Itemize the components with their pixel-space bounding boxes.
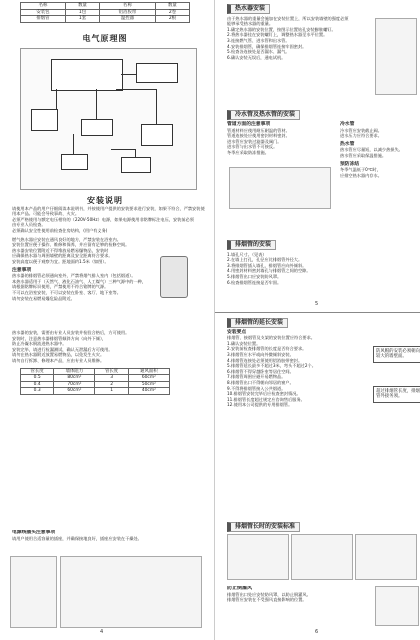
exhaust-ext-line: 1.确认安装位置。 [227,340,261,346]
install-line: 必须严格使用与额定电压相符的（220V-50Hz）电源，如果电源使用非铭牌标注电压，安装前必须 [12,216,194,222]
exhaust-lines [215,252,420,286]
exhaust-line: 1.墙孔尺寸。（见表） [227,251,267,257]
vent-table-cell: 0.3 [21,388,54,395]
cold-pipe-line: 进水压力应符合要求。 [340,133,382,139]
exhaust-line: 6.检查排烟管连接是否牢固。 [227,279,282,285]
install-line: 由专业人员检查。 [12,222,46,228]
freeze-lines [340,167,420,178]
plug-illustration [60,556,202,628]
heater-illustration [160,256,188,298]
install-more-line: 安装时，注意热水器排烟管倾斜方向（向外下倾）， [12,335,107,341]
pipe-note-line: 管道材料应使用耐压耐温的管材。 [227,127,290,133]
install-more-line: 请勿在热水器附近放置易燃物品，以免发生火灾。 [12,352,105,358]
install-line: 用本产品。可能会导致事故、火灾。 [12,211,80,217]
parts-table-cell: 2卷 [155,9,189,16]
pipe-note-line: 冬季应采取防冻措施。 [227,149,269,155]
wire [135,149,136,157]
water-pipe-title: 冷水管及热水管的安装 [227,110,300,120]
cold-pipe-line: 冷水管应安装截止阀。 [340,127,382,133]
exhaust-ext-line: 8.排烟管出口不得朝向邻居的窗户。 [227,379,294,385]
exhaust-ext-line: 5.排烟管延长最多不超过3米，弯头不超过2个。 [227,363,316,369]
vent-table-row [21,388,170,395]
vent-table-cell: 0.4 [21,381,54,388]
exhaust-ext-line: 2.安装前检查排烟管的长度是否符合要求。 [227,346,307,352]
exhaust-ext-line: 4.排烟管连接处必须使用铝箔胶带密封。 [227,357,303,363]
vent-table-cell: 60cm² [128,375,169,382]
vent-table-cell: 3 [95,375,128,382]
exhaust-ext-line: 6.排烟管不得穿越卧室等居住空间。 [227,368,294,374]
parts-table-header: 名称 [100,3,156,10]
install-lines [0,206,210,234]
socket-illustration [10,556,57,628]
exhaust-line: 5.排烟管出口应安装防风罩。 [227,273,282,279]
vent-table-cell: 70cm² [54,381,95,388]
cold-pipe-title: 冷水管 [340,122,355,127]
install-more-line: 防止冷凝水倒流进热水器中。 [12,341,67,347]
exhaust-ext-title: 排烟管的延长安装 [227,318,288,328]
exhaust-line: 3.将排烟管插入墙孔，排烟管应向外倾斜。 [227,262,307,268]
wall-mount-illustration [375,18,417,95]
pipe-illustration [229,167,331,209]
page-divider [215,312,420,313]
page-number-right-bottom: 6 [315,629,319,635]
exhaust-ext-line: 11.排烟管长度超过规定应咨询售后服务。 [227,396,305,402]
safety-line: 请根据铭牌标识使用，严禁使用不符合铭牌的气源。 [12,284,109,290]
exhaust-diagram-3 [355,534,417,580]
page-number-right: 5 [315,301,319,307]
safety-line: 请勿安装在易燃易爆危险品附近。 [12,295,75,301]
cold-pipe-lines [340,128,420,139]
safety-line: 热水器的排烟管必须通向室外，严禁将烟气排入室内（包括烟道）。 [12,273,136,279]
install-item: 应确保热水器与周围墙壁的距离及安全距离符合要求。 [12,253,113,259]
install-line: 请使用本产品的用户仔细阅读本说明书，并按使用户提供的安装要求进行安装，如果不符合，严禁安装使 [12,205,205,211]
parts-table-cell: 安装包 [21,9,66,16]
flow-sensor [61,154,88,170]
hot-pipe-line: 热水管应采取保温措施。 [340,152,387,158]
heater-install-line: 6.确认安装无误后，通电试机。 [227,54,286,60]
pipe-notes-title: 管道方面的注意事项 [227,122,271,127]
wiring-title: 电气原理图 [82,34,128,43]
vent-table-row [21,375,170,382]
display-module [136,63,178,83]
parts-section [0,2,210,32]
anti-wind-section [215,586,420,630]
hot-pipe-title: 热水管 [340,141,355,147]
heater-install-line: 2.将热水器挂在安装螺钉上，调整热水器至水平位置。 [227,32,328,38]
parts-table-cell: 1套 [65,16,99,23]
heater-install-line: 4.安装排烟管，确保排烟管连接牢固密封。 [227,43,307,49]
heater-install-line: 由于热水器的重量会施加在安装位置上，所以安装墙壁的强度必须 [227,15,349,21]
length-note: 超过排烟管长度，排烟管外接务须。 [373,386,420,403]
exhaust-ext-sub: 安装要点 [227,329,247,335]
install-more-section [0,330,210,480]
fan-motor [31,109,58,131]
freeze-title: 预防冻结 [340,161,360,167]
freeze-line: 冬季气温低于0℃时， [340,167,381,173]
vent-table-cell: 50cm² [128,381,169,388]
install-more-line: 安装完毕，请进行检漏测试，确认无泄漏后方可使用。 [12,346,113,352]
wire [56,89,57,109]
parts-table-cell: 铝箔胶带 [100,9,156,16]
control-board [51,59,123,91]
wind-cap-illustration [375,586,419,626]
wire [156,89,157,124]
exhaust-ext-line: 3.排烟管应水平或向外微倾斜安装。 [227,351,294,357]
wiring-diagram [20,48,197,190]
install-more [0,330,210,364]
exhaust-title: 排烟管的安装 [227,240,276,250]
vent-table-cell: 1 [95,388,128,395]
vent-table-cell: 80cm² [54,375,95,382]
wind-cap-note: 防风帽的安装必须朝向较大的墙壁面。 [373,346,420,363]
elec-section [0,530,210,550]
install-item: 热水器安装位置附近不得堆放易燃易爆物品，安装时 [12,247,109,253]
install-item: 燃气热水器应安装在通风良好的地方，严禁安装在浴室内。 [12,236,121,242]
vent-table-header: 管长度 [95,368,128,375]
parts-table-cell: 温控器 [100,16,156,23]
exhaust-ext-line: 10.排烟管安装完毕后应检查密封情况。 [227,391,301,397]
exhaust-ext-lines [215,335,365,408]
exhaust-long-section [215,520,420,580]
pipe-note-line: 进水管应安装过滤器及阀门。 [227,138,282,144]
vent-table-cell: 0.5 [21,375,54,382]
heater-install-title: 热水器安装 [227,4,270,14]
anti-wind-line: 排烟管应安装在不受强风直接影响的位置。 [227,597,307,603]
wire [121,74,136,75]
parts-table [20,2,190,23]
hot-pipe-line: 热水管应尽量短，以减少热损失。 [340,147,403,153]
parts-table-cell: 排烟管 [21,16,66,23]
install-title: 安装说明 [87,196,123,205]
heater-install-line: 1.确定热水器的安装位置，按图示位置钻孔安装膨胀螺钉。 [227,26,336,32]
exhaust-ext-line: 9.不得将排烟管接入公共烟道。 [227,385,286,391]
parts-table-header: 数量 [65,3,99,10]
parts-table-row [21,16,190,23]
vent-table-header: 墙体阻力 [54,368,95,375]
parts-table-cell: 1包 [65,9,99,16]
parts-table-cell: 2根 [155,16,189,23]
vent-table [20,368,170,395]
exhaust-diagram-2 [291,534,353,580]
pipe-note-line: 进水管与出水管不可接反。 [227,144,278,150]
vent-table-cell: 2 [95,381,128,388]
parts-table-header: 名称 [21,3,66,10]
exhaust-line: 4.用密封材料密封墙孔与排烟管之间的空隙。 [227,268,311,274]
freeze-line: 应排空热水器内存水。 [340,172,382,178]
exhaust-ext-line: 排烟管、接烟管及支架的安装位置应符合要求。 [227,335,315,341]
anti-wind-line: 排烟管出口处应安装防风罩，以防止倒灌风。 [227,591,311,597]
exhaust-long-title: 排烟管长时的安装标准 [227,522,300,532]
exhaust-line: 2.在墙上打孔，孔径应比排烟管外径大。 [227,257,303,263]
exhaust-ext-section [215,316,420,516]
elec-text: 请用户使用合适容量的插座，并确保接地良好，插座应安装在干燥处。 [12,535,142,541]
wire [73,134,74,154]
water-pipe-section [215,108,420,248]
parts-table-row [21,9,190,16]
heater-install-line: 5.检查各连接处是否漏水、漏气。 [227,49,290,55]
install-line: 必须确认安全性使用前检查住房结构，(用户有义务) [12,227,108,233]
safety-line: 本热水器适用于（天然气、液化石油气、人工煤气）三种气源中的一种， [12,278,147,284]
elec-title: 电源线插头注意事项 [12,530,56,535]
exhaust-ext-line: 7.排烟管周围应避开易燃物品。 [227,374,286,380]
wiring-section [0,34,210,194]
gas-valve [81,119,113,136]
page-number-left: 4 [100,629,104,635]
ignitor [141,124,173,146]
vent-table-cell: 40cm² [128,388,169,395]
pipe-note-line: 管道连接处应使用密封材料密封。 [227,133,290,139]
wire [96,89,97,119]
vent-table-cell: 60cm² [54,388,95,395]
parts-table-header: 数量 [155,3,189,10]
install-item: 安装高度以便于观察为宜。距地面约1.5米（如图）。 [12,258,109,264]
pipe-notes-lines [215,128,335,156]
exhaust-diagram-1 [227,534,289,580]
heater-install-line: 3.连接燃气管、进水管和出水管。 [227,37,290,43]
heater-install-lines [215,16,365,61]
right-page [214,0,420,640]
anti-wind-lines [215,592,365,603]
wire [116,89,156,90]
vent-table-header: 管长度 [21,368,54,375]
heater-install-section [215,2,420,98]
install-item: 安装位置应便于操作、维修和保养，并应留有足够的检修空间。 [12,242,130,248]
safety-title: 注意事项 [12,267,32,273]
heater-install-line: 能够承受热水器的重量。 [227,21,274,27]
safety-line: 不可以在浴室安装，不可以安装在卧室、客厅、地下室等。 [12,289,121,295]
install-more-line: 热水器的安装，需要由专业人员安装并检验合格后，方可使用。 [12,330,130,335]
hot-pipe-lines [340,147,420,158]
anti-wind-title: 防止倒灌风 [227,586,253,591]
wire [111,149,136,150]
install-more-line: 请勿自行拆卸、修理本产品，应由专业人员维修。 [12,357,105,363]
temp-sensor [121,157,151,173]
vent-table-row [21,381,170,388]
vent-table-header: 通风面积 [128,368,169,375]
exhaust-ext-line: 12.使用本公司提供的专用排烟管。 [227,402,293,408]
